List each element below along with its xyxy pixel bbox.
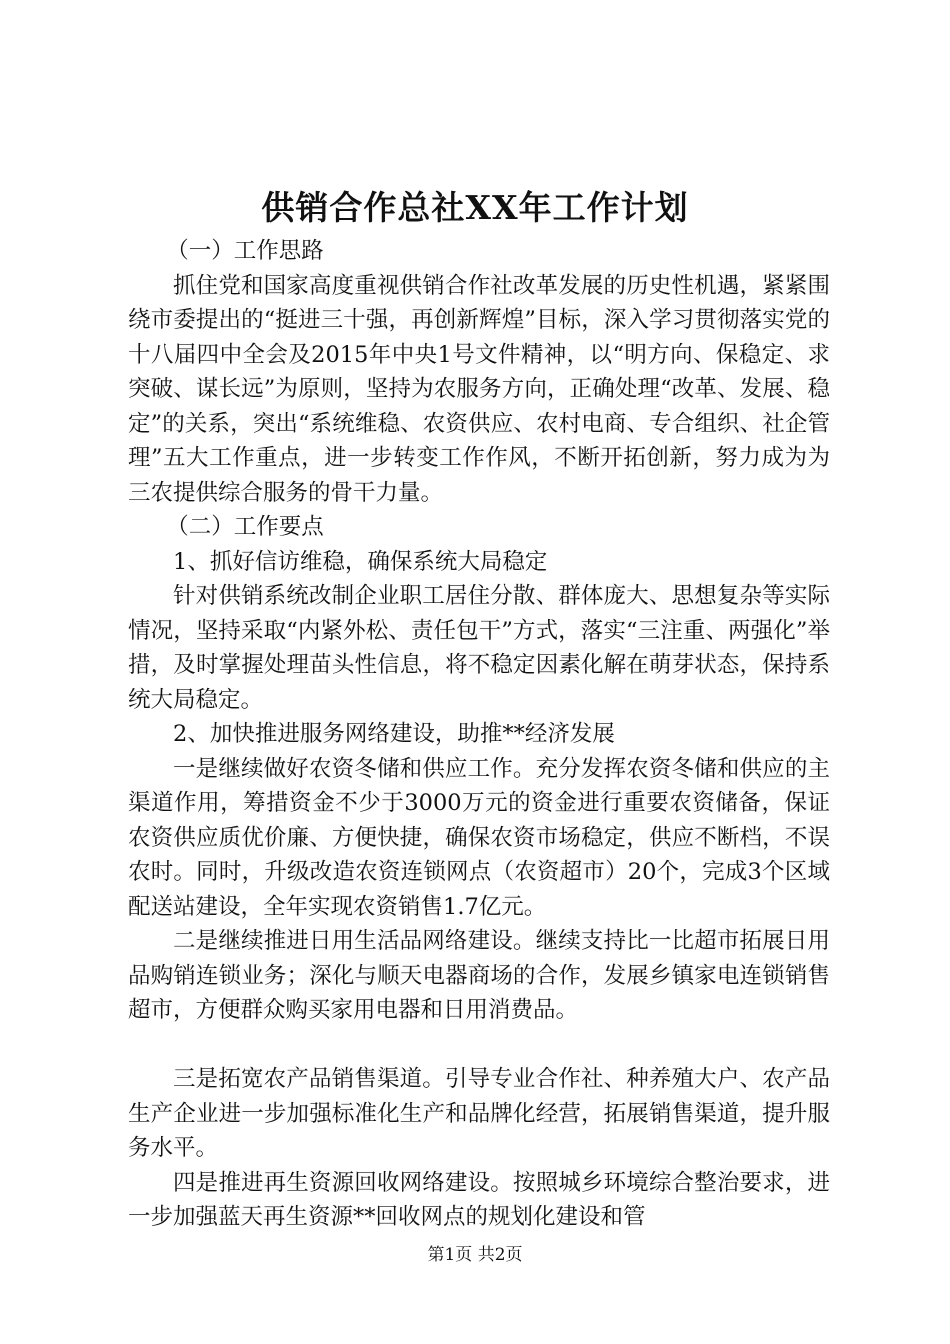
page-footer: 第1页 共2页 [427, 1245, 523, 1265]
paragraph-daily-goods: 二是继续推进日用生活品网络建设。继续支持比一比超市拓展日用品购销连锁业务；深化与顺天电器商场的合作，发展乡镇家电连锁销售超市，方便群众购买家用电器和日用消费品。 [128, 928, 830, 1023]
paragraph-approach: 抓住党和国家高度重视供销合作社改革发展的历史性机遇，紧紧围绕市委提出的“挺进三十强，再创新辉煌”目标，深入学习贯彻落实党的十八届四中全会及2015年中央1号文件精神，以“明方向、保稳定、求突破、谋长远”为原则，坚持为农服务方向，正确处理“改革、发展、稳定”的关系，突出“系统维稳、农资供应、农村电商、专合组织、社企管理”五大工作重点，进一步转变工作作风，不断开拓创新，努力成为为三农提供综合服务的骨干力量。 [128, 272, 830, 506]
section-heading-approach: （一）工作思路 [166, 238, 324, 264]
subheading-stability: 1、抓好信访维稳，确保系统大局稳定 [173, 548, 548, 575]
subheading-network: 2、加快推进服务网络建设，助推**经济发展 [173, 721, 615, 747]
paragraph-agri-supply: 一是继续做好农资冬储和供应工作。充分发挥农资冬储和供应的主渠道作用，筹措资金不少于3000万元的资金进行重要农资储备，保证农资供应质优价廉、方便快捷，确保农资市场稳定，供应不断档，不误农时。同时，升级改造农资连锁网点（农资超市）20个，完成3个区域配送站建设，全年实现农资销售1.7亿元。 [128, 755, 830, 920]
section-heading-key-points: （二）工作要点 [166, 514, 324, 540]
paragraph-recycling: 四是推进再生资源回收网络建设。按照城乡环境综合整治要求，进一步加强蓝天再生资源**回收网点的规划化建设和管 [128, 1169, 830, 1230]
paragraph-agri-sales: 三是拓宽农产品销售渠道。引导专业合作社、种养殖大户、农产品生产企业进一步加强标准化生产和品牌化经营，拓展销售渠道，提升服务水平。 [128, 1066, 830, 1161]
document-body [128, 234, 830, 1235]
document-title: 供销合作总社XX年工作计划 [261, 188, 689, 227]
paragraph-stability: 针对供销系统改制企业职工居住分散、群体庞大、思想复杂等实际情况，坚持采取“内紧外松、责任包干”方式，落实“三注重、两强化”举措，及时掌握处理苗头性信息，将不稳定因素化解在萌芽状态，保持系统大局稳定。 [128, 583, 830, 713]
